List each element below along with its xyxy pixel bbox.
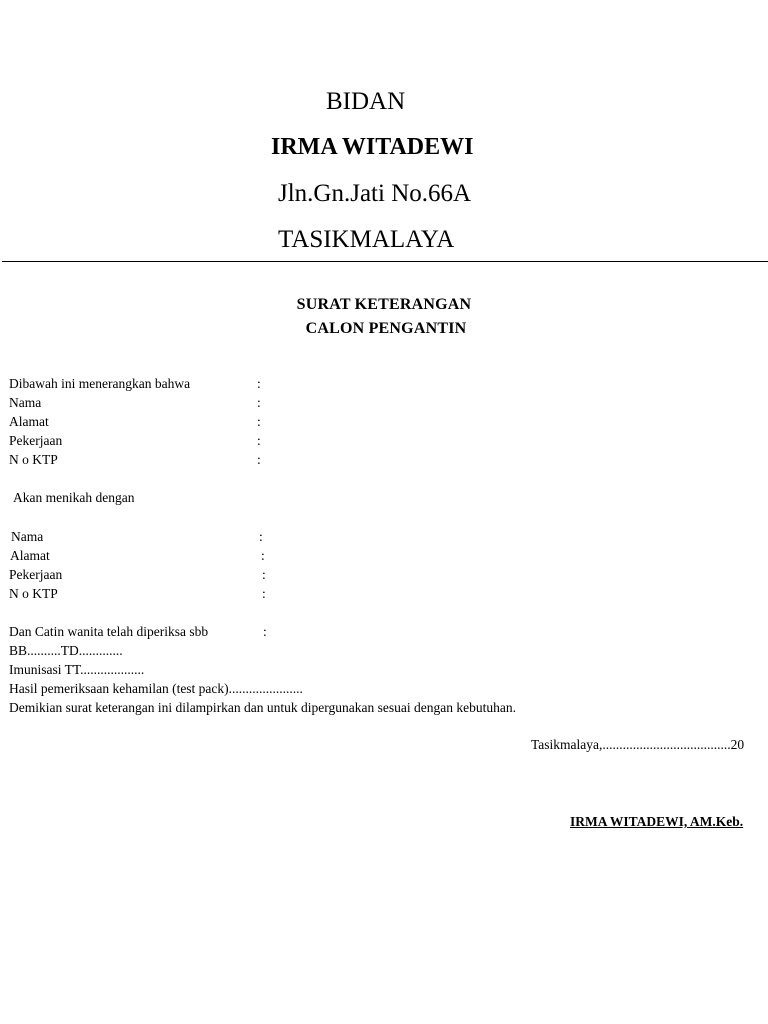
letterhead-city: TASIKMALAYA [278, 226, 455, 253]
field-colon: : [257, 433, 261, 448]
field-label: Alamat [10, 548, 50, 563]
field-colon: : [259, 529, 263, 544]
form-row [10, 546, 310, 565]
signature-name: IRMA WITADEWI, AM.Keb. [570, 814, 744, 829]
form-row [9, 450, 309, 469]
field-colon: : [261, 548, 265, 563]
letterhead-midwife-name: IRMA WITADEWI [271, 134, 474, 160]
closing-statement: Demikian surat keterangan ini dilampirkan dan untuk dipergunakan sesuai dengan kebutuhan. [9, 700, 516, 715]
field-colon: : [257, 452, 261, 467]
field-label: Nama [9, 395, 42, 410]
field-colon: : [257, 395, 261, 410]
form-row [11, 527, 311, 546]
field-colon: : [262, 586, 266, 601]
field-label: Dibawah ini menerangkan bahwa [9, 376, 191, 391]
field-colon: : [262, 567, 266, 582]
form-row [9, 374, 309, 393]
form-row [9, 412, 309, 431]
exam-intro-row [9, 622, 309, 641]
field-label: Pekerjaan [9, 433, 63, 448]
letterhead-title: BIDAN [326, 88, 406, 115]
date-line: Tasikmalaya,......................................20 [531, 737, 745, 752]
field-label: Nama [11, 529, 44, 544]
field-label: N o KTP [9, 452, 58, 467]
field-colon: : [263, 624, 267, 639]
exam-bb-td: BB..........TD............. [9, 643, 123, 658]
exam-intro-label: Dan Catin wanita telah diperiksa sbb [9, 624, 209, 639]
letter-title-line2: CALON PENGANTIN [305, 320, 467, 337]
form-row [9, 565, 309, 584]
section2-intro: Akan menikah dengan [13, 490, 135, 505]
letterhead-address: Jln.Gn.Jati No.66A [278, 180, 472, 207]
form-row [9, 584, 309, 603]
field-label: Pekerjaan [9, 567, 63, 582]
field-colon: : [257, 376, 261, 391]
field-label: N o KTP [9, 586, 58, 601]
form-row [9, 393, 309, 412]
form-row [9, 431, 309, 450]
exam-imunisasi: Imunisasi TT................... [9, 662, 145, 677]
field-colon: : [257, 414, 261, 429]
letter-title-line1: SURAT KETERANGAN [296, 296, 472, 313]
header-divider [2, 261, 768, 262]
field-label: Alamat [9, 414, 49, 429]
exam-test-pack: Hasil pemeriksaan kehamilan (test pack)...................... [9, 681, 303, 696]
